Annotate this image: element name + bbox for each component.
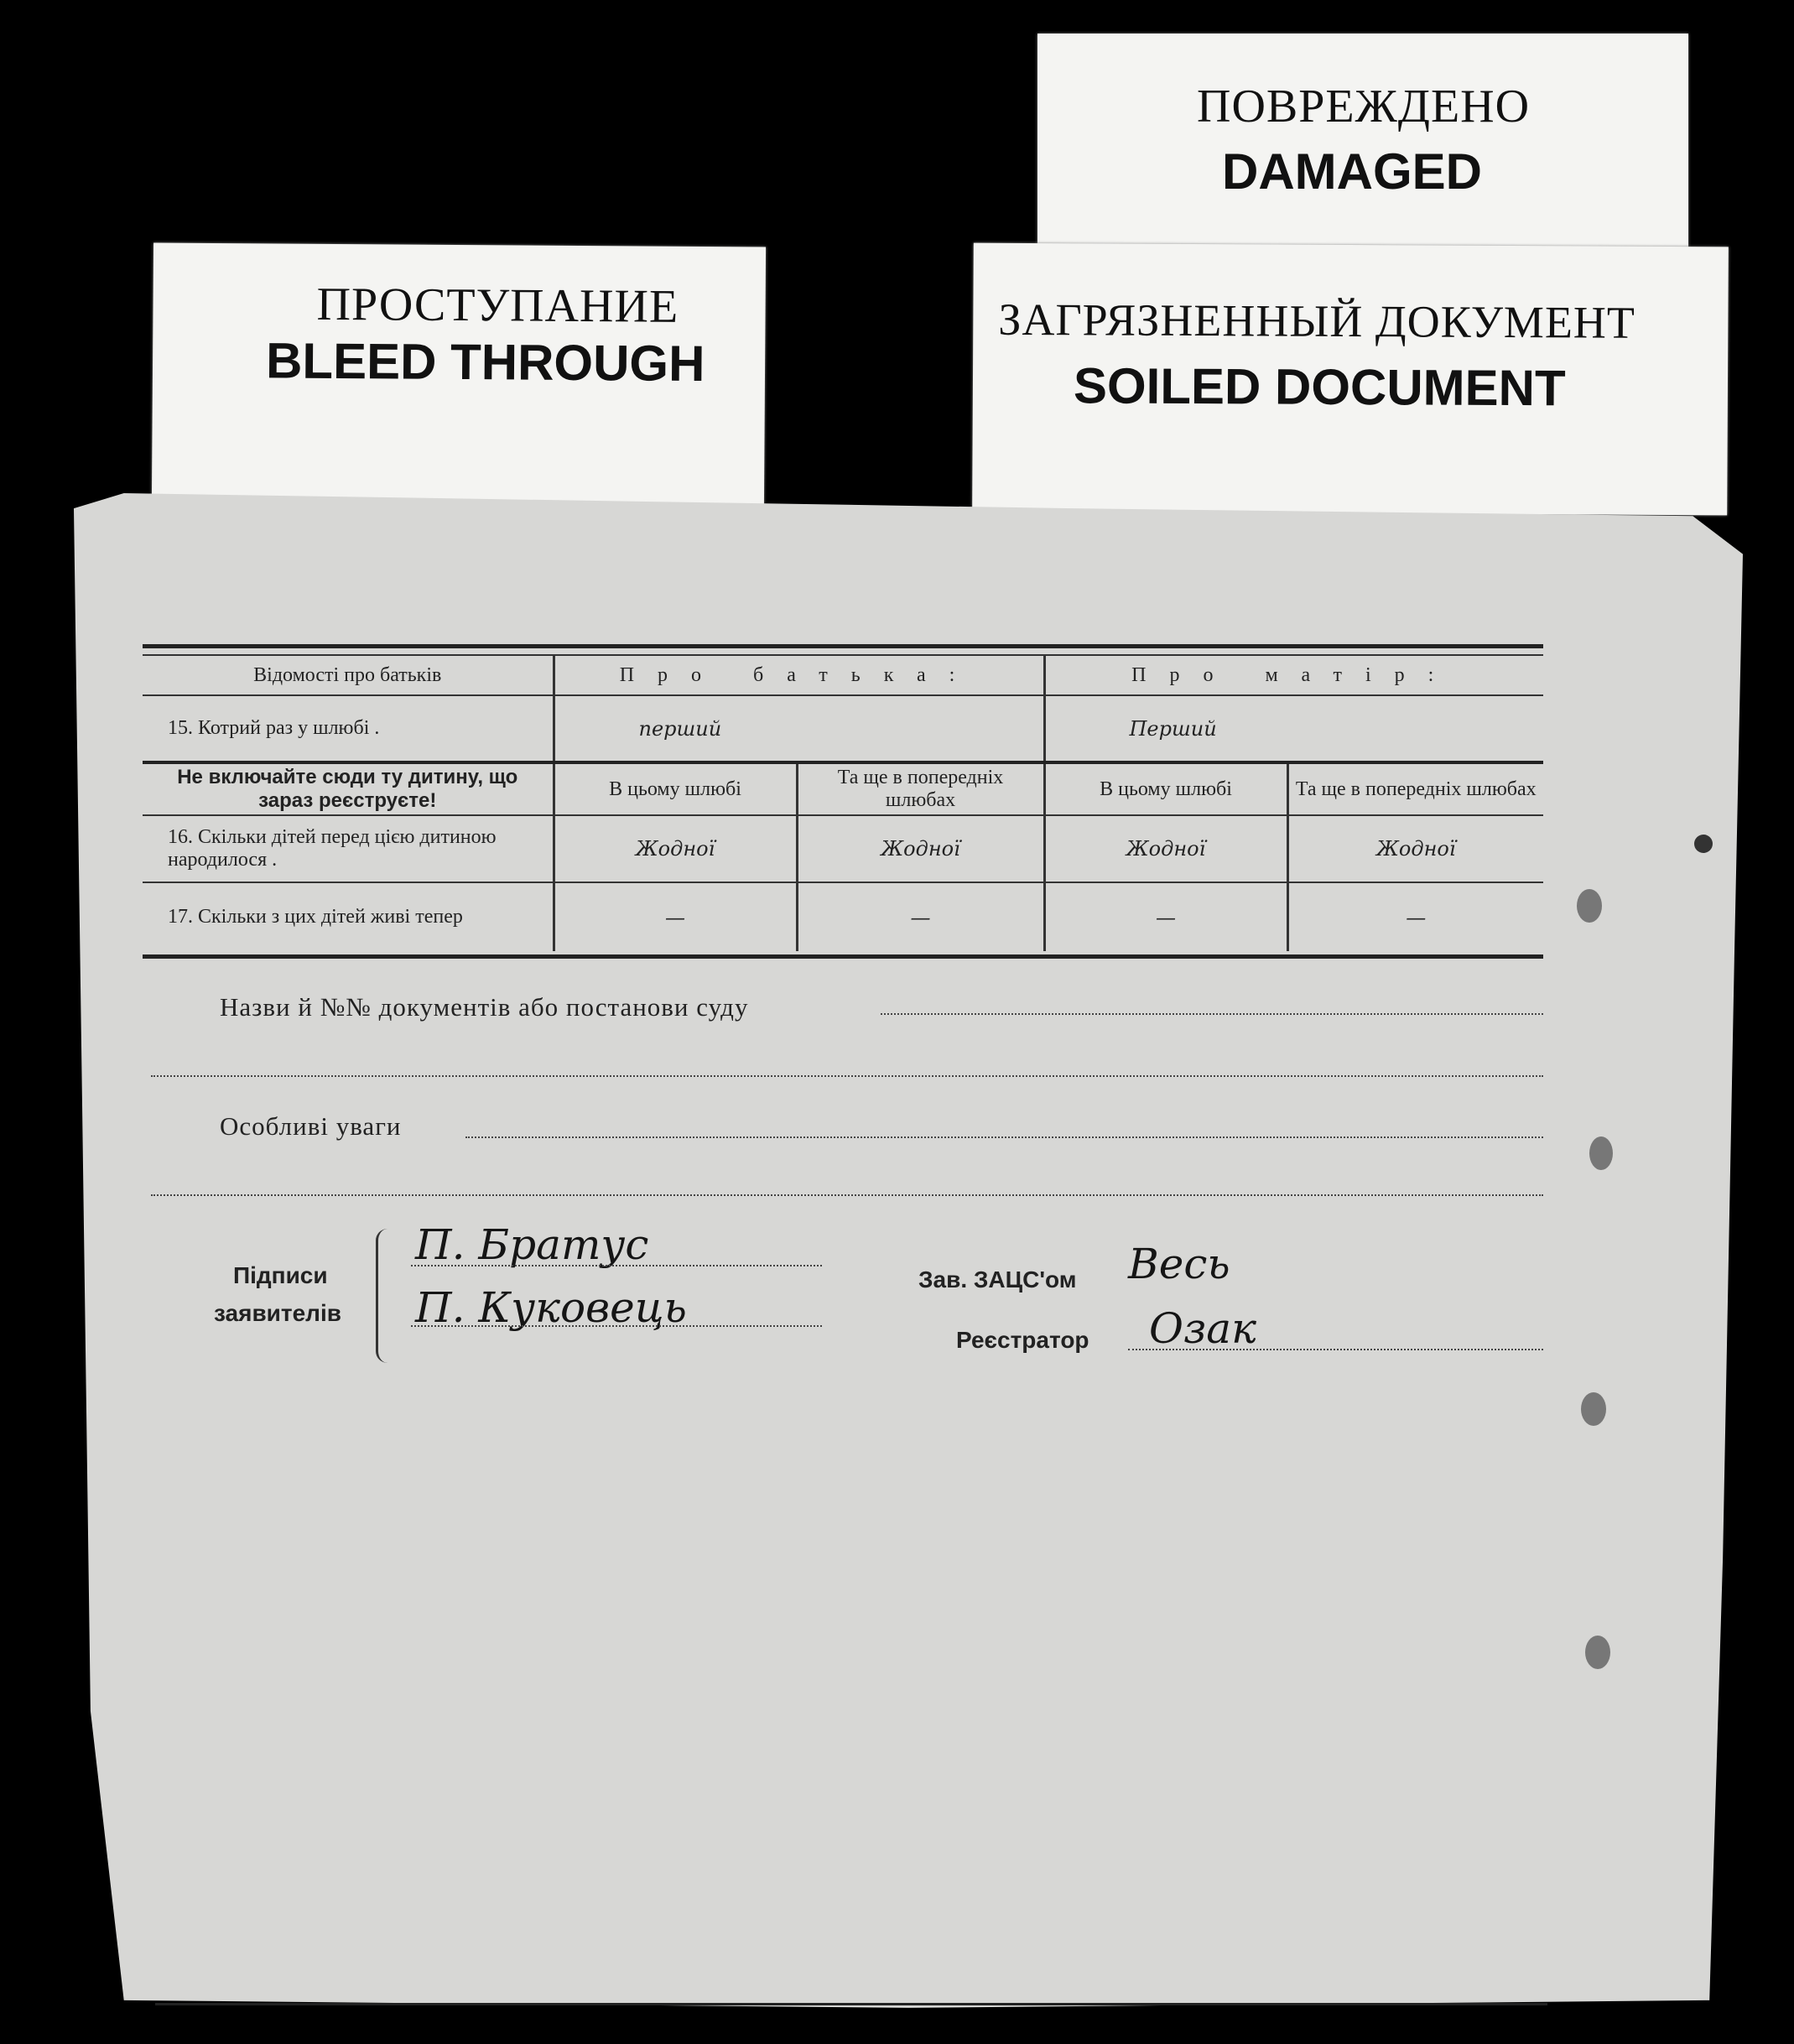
registrar-line bbox=[1128, 1349, 1543, 1350]
row-17-value: — bbox=[554, 882, 797, 951]
head-of-registry-label: Зав. ЗАЦС'ом bbox=[918, 1266, 1077, 1292]
registrar-label: Реєстратор bbox=[956, 1327, 1089, 1353]
soiled-document-label-en: SOILED DOCUMENT bbox=[1073, 357, 1566, 417]
punch-hole bbox=[1577, 889, 1602, 923]
documents-label: Назви й №№ документів або постанови суду bbox=[220, 992, 749, 1022]
row-17-label: 17. Скільки з цих дітей живі тепер bbox=[143, 882, 554, 951]
head-of-registry-signature: Весь bbox=[1128, 1240, 1230, 1288]
bottom-page-rule bbox=[155, 2003, 1547, 2005]
punch-hole bbox=[1581, 1392, 1606, 1426]
top-rule bbox=[143, 644, 1543, 648]
header-father: Про батька: bbox=[554, 655, 1044, 695]
documents-dotted-line-2 bbox=[151, 1075, 1543, 1077]
row-15-label: 15. Котрий раз у шлюбі . bbox=[143, 695, 554, 762]
subheader-father-previous: Та ще в попередніх шлюбах bbox=[797, 762, 1044, 815]
soiled-document-label-ru: ЗАГРЯЗНЕННЫЙ ДОКУМЕНТ bbox=[998, 294, 1636, 348]
applicants-label-line1: Підписи bbox=[233, 1262, 328, 1288]
bleed-through-label-en: BLEED THROUGH bbox=[265, 332, 705, 393]
damaged-label-ru: ПОВРЕЖДЕНО bbox=[1197, 81, 1531, 133]
table-header-row bbox=[143, 655, 1543, 695]
bottom-rule bbox=[143, 954, 1543, 959]
applicant-2-signature: П. Куковець bbox=[415, 1283, 687, 1332]
damaged-label-card bbox=[1037, 34, 1688, 277]
header-parents-info: Відомості про батьків bbox=[143, 655, 554, 695]
row-16-value: Жодної bbox=[1287, 815, 1543, 882]
row-17-value: — bbox=[1287, 882, 1543, 951]
row-16-value: Жодної bbox=[1044, 815, 1287, 882]
row-17-value: — bbox=[1044, 882, 1287, 951]
applicant-1-signature: П. Братус bbox=[415, 1220, 649, 1269]
subheader-row bbox=[143, 762, 1543, 815]
remarks-label: Особливі уваги bbox=[220, 1111, 402, 1141]
remarks-dotted-line bbox=[465, 1136, 1543, 1138]
subheader-father-this-marriage: В цьому шлюбі bbox=[554, 762, 797, 815]
bleed-through-label-ru: ПРОСТУПАНИЕ bbox=[316, 278, 679, 333]
applicants-label-line2: заявителів bbox=[214, 1300, 341, 1326]
subheader-mother-previous: Та ще в попередніх шлюбах bbox=[1287, 762, 1543, 815]
subheader-note: Не включайте сюди ту дитину, що зараз реєструєте! bbox=[143, 762, 554, 815]
row-17-value: — bbox=[797, 882, 1044, 951]
documents-dotted-line bbox=[881, 1013, 1543, 1015]
row-16-label: 16. Скільки дітей перед цією дитиною народилося . bbox=[143, 815, 554, 882]
remarks-dotted-line-2 bbox=[151, 1194, 1543, 1196]
bleed-through-label-card bbox=[152, 242, 766, 507]
row-16 bbox=[143, 815, 1543, 882]
soiled-document-label-card bbox=[972, 243, 1729, 516]
punch-hole bbox=[1589, 1136, 1613, 1170]
row-15 bbox=[143, 695, 1543, 762]
damaged-label-en: DAMAGED bbox=[1222, 143, 1482, 200]
subheader-mother-this-marriage: В цьому шлюбі bbox=[1044, 762, 1287, 815]
header-mother: Про матір: bbox=[1044, 655, 1543, 695]
parents-info-table bbox=[143, 654, 1543, 951]
row-16-value: Жодної bbox=[797, 815, 1044, 882]
row-15-father-value: перший bbox=[554, 695, 1044, 762]
applicant-2-line bbox=[411, 1325, 822, 1327]
punch-hole bbox=[1694, 835, 1713, 853]
applicants-brace bbox=[376, 1229, 393, 1363]
row-17 bbox=[143, 882, 1543, 951]
applicant-1-line bbox=[411, 1265, 822, 1266]
row-15-mother-value: Перший bbox=[1044, 695, 1543, 762]
punch-hole bbox=[1585, 1636, 1610, 1669]
registrar-signature: Озак bbox=[1149, 1304, 1256, 1353]
row-16-value: Жодної bbox=[554, 815, 797, 882]
